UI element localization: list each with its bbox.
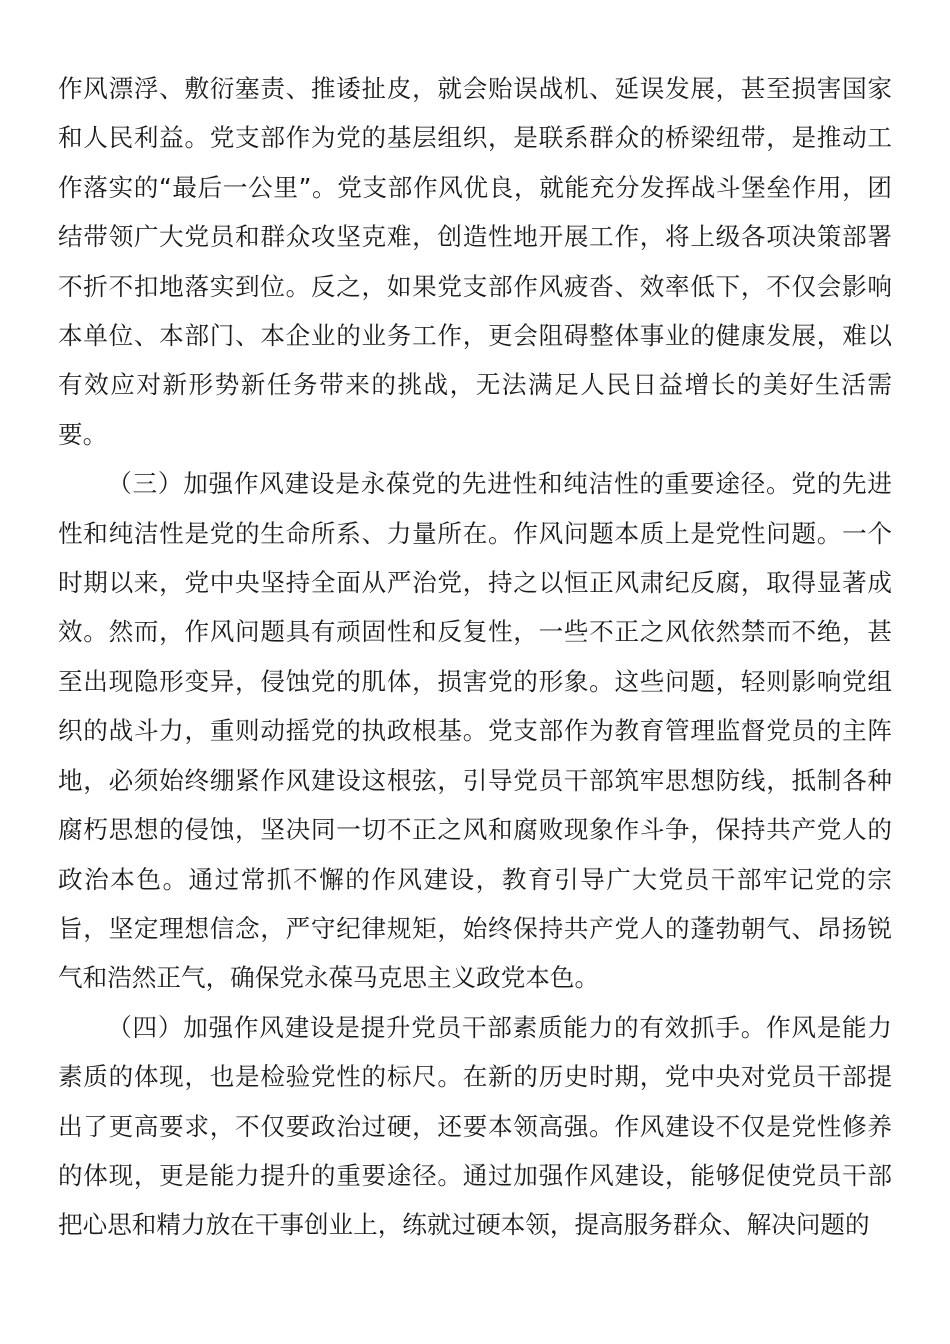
document-body — [58, 64, 892, 1250]
paragraph-section-three: （三）加强作风建设是永葆党的先进性和纯洁性的重要途径。党的先进性和纯洁性是党的生命所系、力量所在。作风问题本质上是党性问题。一个时期以来，党中央坚持全面从严治党，持之以恒正风肃纪反腐，取得显著成效。然而，作风问题具有顽固性和反复性，一些不正之风依然禁而不绝，甚至出现隐形变异，侵蚀党的肌体，损害党的形象。这些问题，轻则影响党组织的战斗力，重则动摇党的执政根基。党支部作为教育管理监督党员的主阵地，必须始终绷紧作风建设这根弦，引导党员干部筑牢思想防线，抵制各种腐朽思想的侵蚀，坚决同一切不正之风和腐败现象作斗争，保持共产党人的政治本色。通过常抓不懈的作风建设，教育引导广大党员干部牢记党的宗旨，坚定理想信念，严守纪律规矩，始终保持共产党人的蓬勃朝气、昂扬锐气和浩然正气，确保党永葆马克思主义政党本色。 — [58, 469, 892, 993]
paragraph-continuation: 作风漂浮、敷衍塞责、推诿扯皮，就会贻误战机、延误发展，甚至损害国家和人民利益。党支部作为党的基层组织，是联系群众的桥梁纽带，是推动工作落实的“最后一公里”。党支部作风优良，就能充分发挥战斗堡垒作用，团结带领广大党员和群众攻坚克难，创造性地开展工作，将上级各项决策部署不折不扣地落实到位。反之，如果党支部作风疲沓、效率低下，不仅会影响本单位、本部门、本企业的业务工作，更会阻碍整体事业的健康发展，难以有效应对新形势新任务带来的挑战，无法满足人民日益增长的美好生活需要。 — [58, 74, 892, 449]
paragraph-section-four: （四）加强作风建设是提升党员干部素质能力的有效抓手。作风是能力素质的体现，也是检验党性的标尺。在新的历史时期，党中央对党员干部提出了更高要求，不仅要政治过硬，还要本领高强。作风建设不仅是党性修养的体现，更是能力提升的重要途径。通过加强作风建设，能够促使党员干部把心思和精力放在干事创业上，练就过硬本领，提高服务群众、解决问题的 — [58, 1012, 892, 1240]
